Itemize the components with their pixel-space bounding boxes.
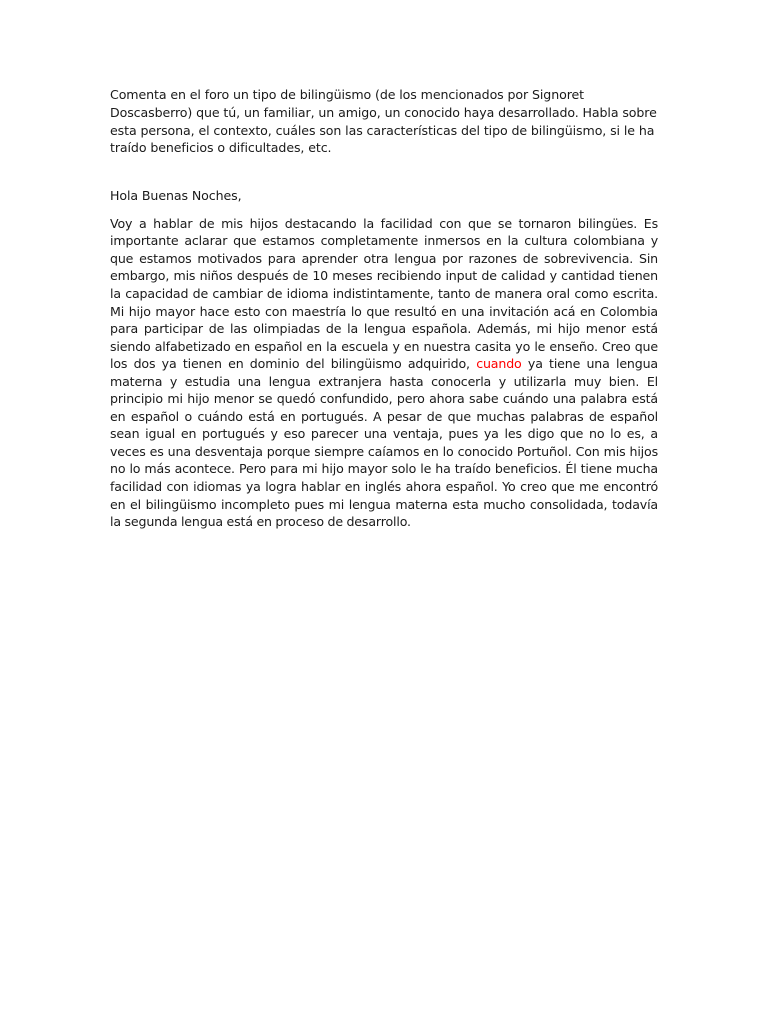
highlighted-word: cuando <box>476 356 522 372</box>
greeting: Hola Buenas Noches, <box>110 188 242 204</box>
body-text-before: Voy a hablar de mis hijos destacando la facilidad con que se tornaron bilingües. Es importante aclarar que estamos completamente inmersos en la cultura colombiana y que estamos motivados para aprender otra lengua por razones de sobrevivencia. Sin embargo, mis niños después de 10 meses recibiendo input de calidad y cantidad tienen la capacidad de cambiar de idioma indistintamente, tanto de manera oral como escrita. Mi hijo mayor hace esto con maestría lo que resultó en una invitación acá en Colombia para participar de las olimpiadas de la lengua española. Además, mi hijo menor está siendo alfabetizado en español en la escuela y en nuestra casita yo le enseño. Creo que los dos ya tienen en dominio del bilingüismo adquirido, <box>110 215 658 372</box>
body-text-after: ya tiene una lengua materna y estudia una lengua extranjera hasta conocerla y utilizarla muy bien. El principio mi hijo menor se quedó confundido, pero ahora sabe cuándo una palabra está en español o cuándo está en portugués. A pesar de que muchas palabras de español sean igual en portugués y eso parecer una ventaja, pues ya les digo que no lo es, a veces es una desventaja porque siempre caíamos en lo conocido Portuñol. Con mis hijos no lo más acontece. Pero para mi hijo mayor solo le ha traído beneficios. Él tiene mucha facilidad con idiomas ya logra hablar en inglés ahora español. Yo creo que me encontró en el bilingüismo incompleto pues mi lengua materna esta mucho consolidada, todavía la segunda lengua está en proceso de desarrollo. <box>110 356 659 530</box>
forum-prompt: Comenta en el foro un tipo de bilingüismo (de los mencionados por Signoret Doscasberro) que tú, un familiar, un amigo, un conocido haya desarrollado. Habla sobre esta persona, el contexto, cuáles son las características del tipo de bilingüismo, si le ha traído beneficios o dificultades, etc. <box>110 87 657 156</box>
body-paragraph <box>110 215 658 531</box>
